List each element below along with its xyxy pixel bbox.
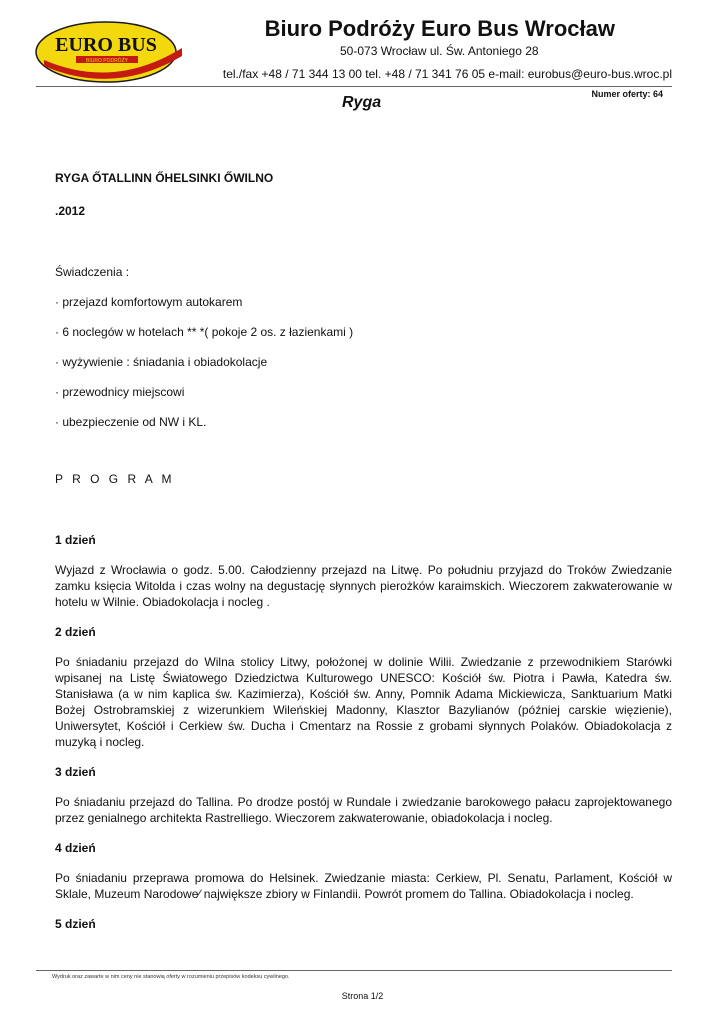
day-title: 3 dzień — [55, 765, 96, 779]
day-title: 2 dzień — [55, 625, 96, 639]
service-item: · przejazd komfortowym autokarem — [55, 295, 243, 309]
day-description: Po śniadaniu przeprawa promowa do Helsinek. Zwiedzanie miasta: Cerkiew, Pl. Senatu, Parlament, Kościół w Sklale, Muzeum Narodowe⁄ największe zbiory w Finlandii. Powrót promem do Tallina. Obiadokolacja i nocleg. — [55, 871, 672, 901]
logo-text: EURO BUS — [55, 34, 157, 56]
footer-disclaimer: Wydruk oraz zawarte w nim ceny nie stanowią oferty w rozumieniu przepisów kodeksu cywilnego. — [52, 974, 290, 980]
offer-number: Numer oferty: 64 — [591, 89, 663, 99]
page-number: Strona 1/2 — [341, 991, 384, 1001]
footer-divider — [36, 970, 672, 971]
day-title: 4 dzień — [55, 841, 96, 855]
company-contact: tel./fax +48 / 71 344 13 00 tel. +48 / 71 341 76 05 e-mail: eurobus@euro-bus.wroc.pl — [222, 67, 672, 81]
document-body — [55, 170, 672, 946]
company-address: 50-073 Wrocław ul. Św. Antoniego 28 — [340, 44, 539, 58]
service-item: · wyżywienie : śniadania i obiadokolacje — [55, 355, 268, 369]
trip-route: RYGA ŐTALLINN ŐHELSINKI ŐWILNO — [55, 171, 274, 185]
document-title: Ryga — [342, 94, 382, 111]
day-title: 1 dzień — [55, 533, 96, 547]
service-item: · 6 noclegów w hotelach ** *( pokoje 2 os. z łazienkami ) — [55, 325, 354, 339]
trip-year: .2012 — [55, 204, 86, 218]
services-label: Świadczenia : — [55, 265, 130, 279]
day-description: Po śniadaniu przejazd do Tallina. Po drodze postój w Rundale i zwiedzanie barokowego pałacu zaprojektowanego przez genialnego architekta Rastrelliego. Wieczorem zakwaterowanie, obiadokolacja i nocleg. — [55, 795, 672, 825]
day-title: 5 dzień — [55, 917, 96, 931]
company-name: Biuro Podróży Euro Bus Wrocław — [264, 16, 615, 41]
logo-subtext: BIURO PODRÓŻY — [86, 58, 128, 64]
euro-bus-logo — [34, 20, 184, 84]
program-heading: P R O G R A M — [55, 472, 175, 486]
day-description: Po śniadaniu przejazd do Wilna stolicy Litwy, położonej w dolinie Wilii. Zwiedzanie z przewodnikiem Starówki wpisanej na Listę Światowego Dziedzictwa Kulturowego UNESCO: Kościół św. Piotra i Pawła, Katedra św. Stanisława (a w nim kaplica św. Kazimierza), Kościół św. Anny, Pomnik Adama Mickiewicza, Sanktuarium Matki Bożej Ostrobramskiej z wizerunkiem Wileńskiej Madonny, Klasztor Bazylianów (później carskie więzienie), Uniwersytet, Kościół i Cerkiew św. Ducha i Cmentarz na Rossie z grobami słynnych Polaków. Obiadokolacja z muzyką i nocleg. — [55, 655, 672, 749]
service-item: · przewodnicy miejscowi — [55, 385, 185, 399]
service-item: · ubezpieczenie od NW i KL. — [55, 415, 207, 429]
header-divider — [36, 86, 672, 87]
day-description: Wyjazd z Wrocławia o godz. 5.00. Całodzienny przejazd na Litwę. Po południu przyjazd do Troków Zwiedzanie zamku księcia Witolda i czas wolny na degustację słynnych pierożków karaimskich. Wieczorem zakwaterowanie w hotelu w Wilnie. Obiadokolacja i nocleg . — [55, 563, 672, 609]
